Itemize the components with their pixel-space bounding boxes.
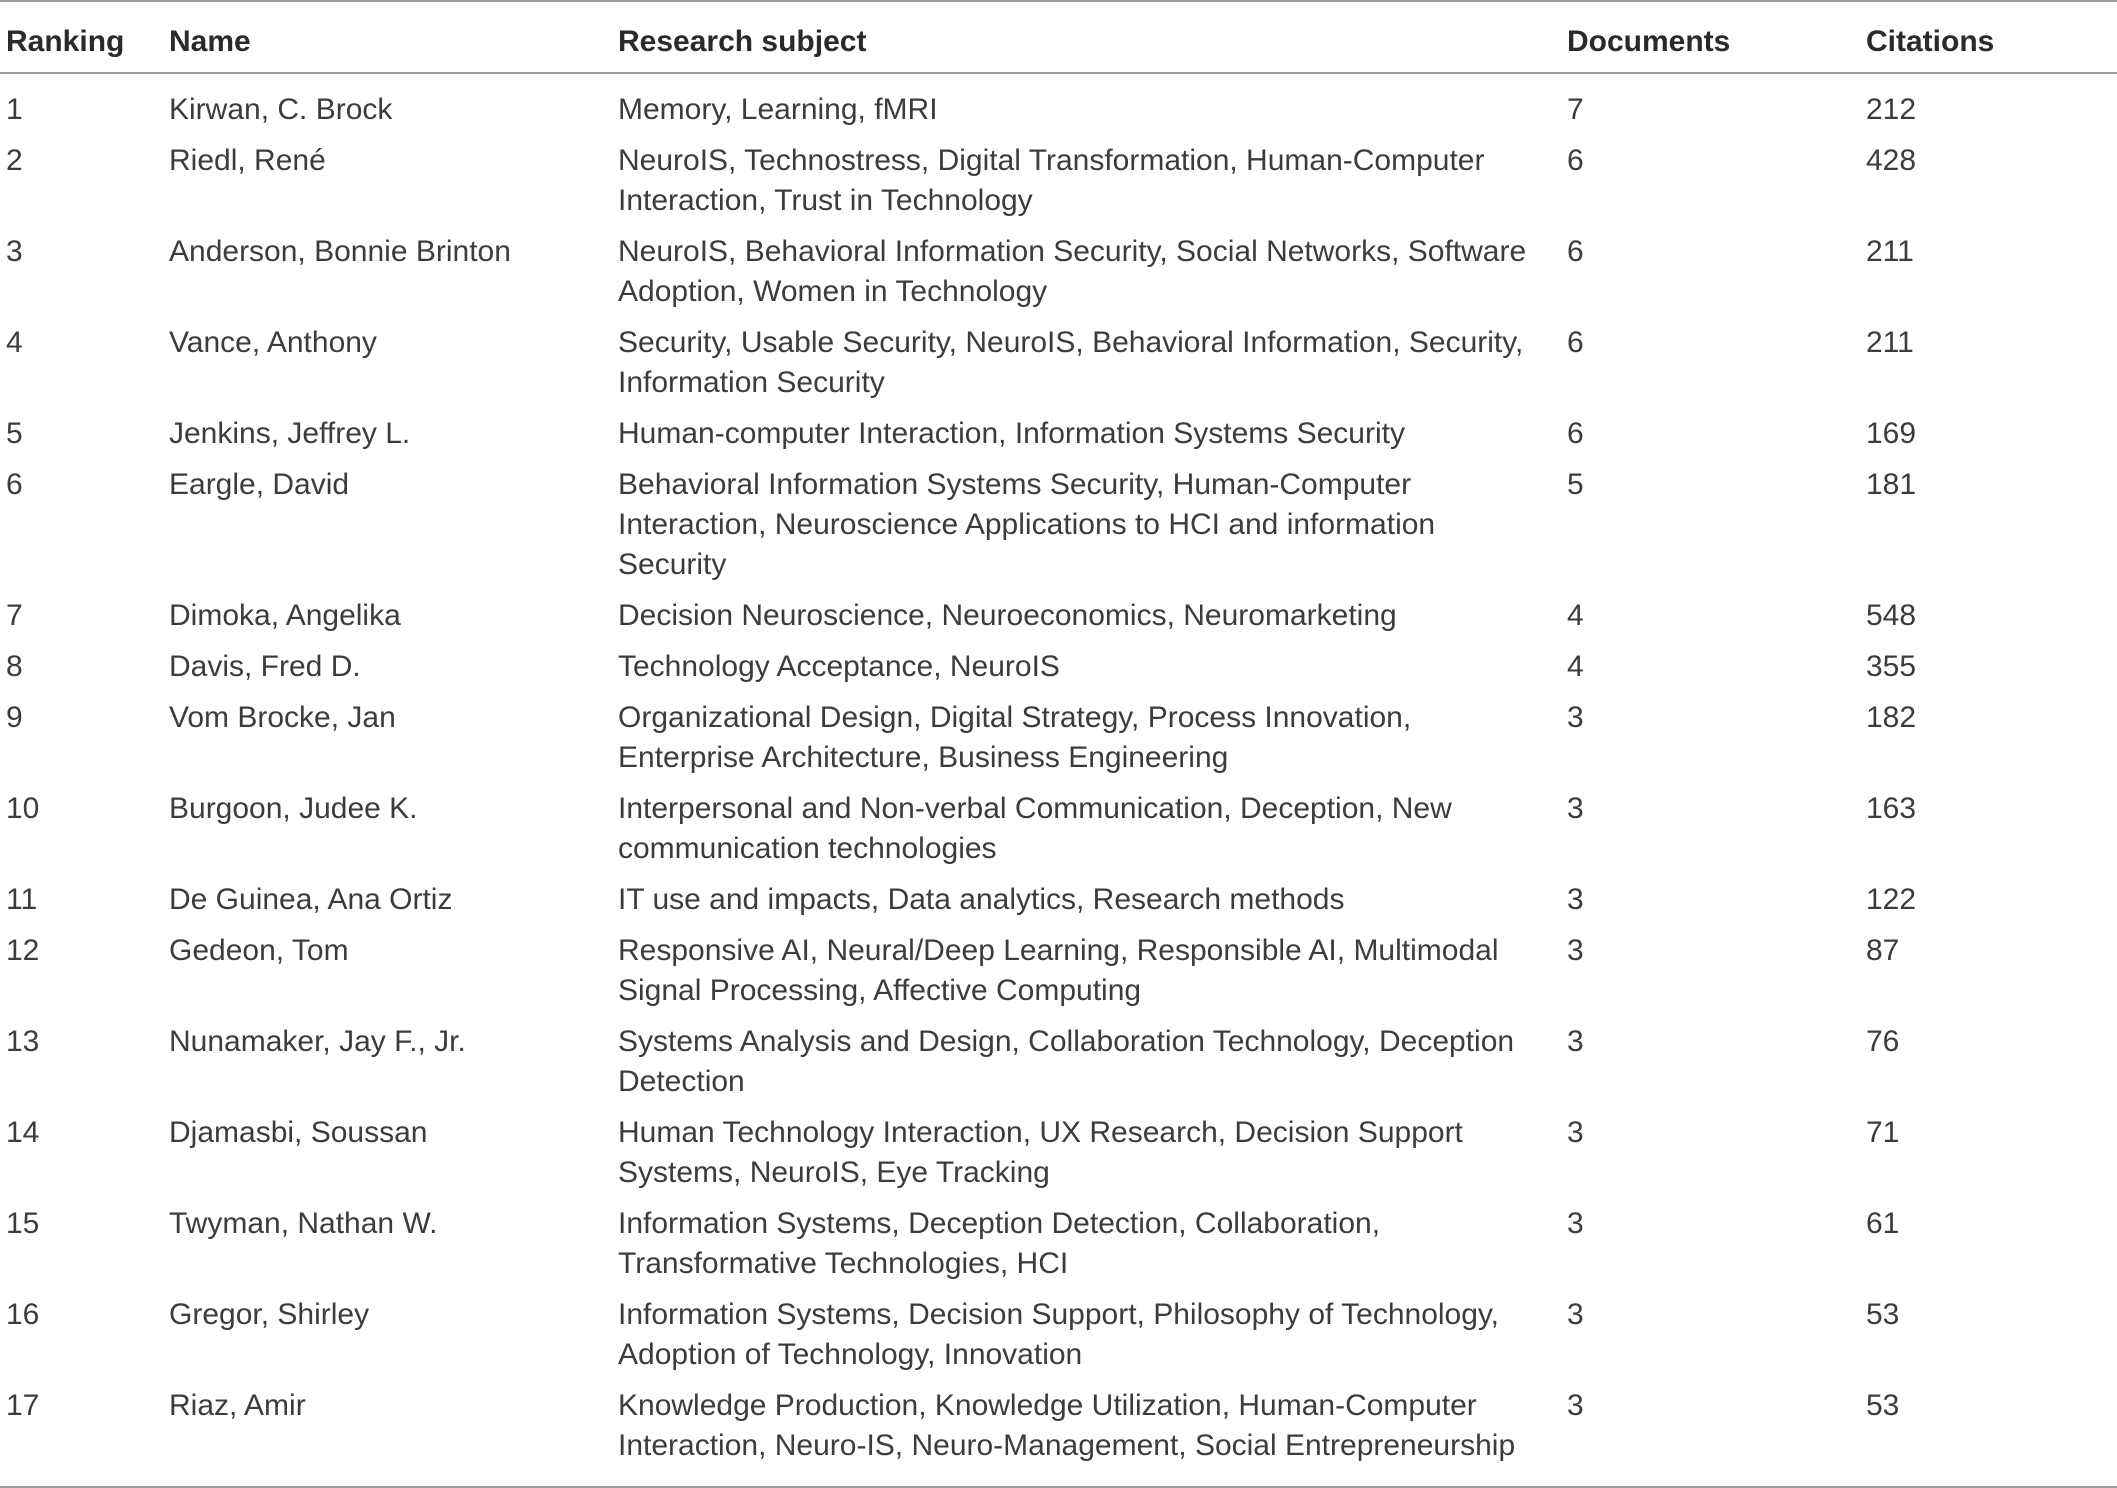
cell-ranking: 17	[6, 1389, 40, 1422]
cell-ranking: 9	[6, 701, 23, 734]
cell-documents: 5	[1567, 468, 1584, 501]
cell-name: Riedl, René	[169, 144, 326, 177]
header-name: Name	[169, 25, 251, 58]
cell-ranking: 13	[6, 1025, 40, 1058]
table-row	[0, 876, 2117, 927]
cell-ranking: 5	[6, 417, 23, 450]
table-row	[0, 228, 2117, 319]
cell-citations: 212	[1866, 93, 1917, 126]
table-row	[0, 927, 2117, 1018]
cell-research-subject: Behavioral Information Systems Security, Human-Computer Interaction, Neuroscience Applications to HCI and information Security	[618, 468, 1436, 581]
cell-documents: 6	[1567, 417, 1584, 450]
cell-name: Vance, Anthony	[169, 326, 377, 359]
cell-citations: 53	[1866, 1389, 1900, 1422]
cell-citations: 122	[1866, 883, 1917, 916]
cell-research-subject: Responsive AI, Neural/Deep Learning, Responsible AI, Multimodal Signal Processing, Affective Computing	[618, 934, 1499, 1007]
table-row	[0, 1109, 2117, 1200]
cell-research-subject: IT use and impacts, Data analytics, Research methods	[618, 883, 1345, 916]
cell-citations: 211	[1866, 326, 1914, 359]
cell-citations: 163	[1866, 792, 1917, 825]
cell-documents: 3	[1567, 792, 1584, 825]
cell-documents: 7	[1567, 93, 1584, 126]
cell-citations: 182	[1866, 701, 1917, 734]
table-row	[0, 73, 2117, 137]
table-row	[0, 410, 2117, 461]
cell-documents: 6	[1567, 235, 1584, 268]
table-row	[0, 137, 2117, 228]
cell-ranking: 4	[6, 326, 23, 359]
cell-citations: 355	[1866, 650, 1917, 683]
cell-name: Davis, Fred D.	[169, 650, 361, 683]
cell-citations: 169	[1866, 417, 1917, 450]
cell-citations: 76	[1866, 1025, 1900, 1058]
cell-research-subject: NeuroIS, Behavioral Information Security, Social Networks, Software Adoption, Women in Technology	[618, 235, 1527, 308]
table-row	[0, 1200, 2117, 1291]
cell-name: Burgoon, Judee K.	[169, 792, 418, 825]
table-row	[0, 694, 2117, 785]
cell-name: Twyman, Nathan W.	[169, 1207, 438, 1240]
header-row	[0, 1, 2117, 73]
cell-ranking: 7	[6, 599, 23, 632]
cell-citations: 87	[1866, 934, 1900, 967]
cell-documents: 6	[1567, 144, 1584, 177]
cell-documents: 3	[1567, 1025, 1584, 1058]
table-row	[0, 319, 2117, 410]
cell-research-subject: Human-computer Interaction, Information Systems Security	[618, 417, 1405, 450]
cell-citations: 71	[1866, 1116, 1900, 1149]
table-row	[0, 643, 2117, 694]
cell-documents: 3	[1567, 934, 1584, 967]
cell-research-subject: Memory, Learning, fMRI	[618, 93, 938, 126]
table-row	[0, 461, 2117, 592]
cell-name: Dimoka, Angelika	[169, 599, 401, 632]
cell-research-subject: Interpersonal and Non-verbal Communication, Deception, New communication technologies	[618, 792, 1452, 865]
cell-name: Kirwan, C. Brock	[169, 93, 393, 126]
table-row	[0, 592, 2117, 643]
cell-citations: 181	[1866, 468, 1917, 501]
cell-research-subject: Knowledge Production, Knowledge Utilization, Human-Computer Interaction, Neuro-IS, Neuro-Management, Social Entrepreneurship	[618, 1389, 1516, 1462]
cell-ranking: 6	[6, 468, 23, 501]
cell-citations: 548	[1866, 599, 1917, 632]
cell-citations: 53	[1866, 1298, 1900, 1331]
cell-documents: 3	[1567, 883, 1584, 916]
cell-name: Jenkins, Jeffrey L.	[169, 417, 411, 450]
cell-name: Eargle, David	[169, 468, 350, 501]
cell-research-subject: Decision Neuroscience, Neuroeconomics, Neuromarketing	[618, 599, 1397, 632]
cell-name: De Guinea, Ana Ortiz	[169, 883, 453, 916]
cell-citations: 211	[1866, 235, 1914, 268]
cell-ranking: 11	[6, 883, 38, 916]
table-header	[0, 1, 2117, 73]
cell-research-subject: Human Technology Interaction, UX Research, Decision Support Systems, NeuroIS, Eye Tracking	[618, 1116, 1463, 1189]
cell-name: Gregor, Shirley	[169, 1298, 370, 1331]
cell-ranking: 12	[6, 934, 40, 967]
cell-research-subject: NeuroIS, Technostress, Digital Transformation, Human-Computer Interaction, Trust in Technology	[618, 144, 1485, 217]
cell-ranking: 8	[6, 650, 23, 683]
cell-research-subject: Information Systems, Deception Detection, Collaboration, Transformative Technologies, HCI	[618, 1207, 1381, 1280]
cell-name: Anderson, Bonnie Brinton	[169, 235, 511, 268]
cell-name: Vom Brocke, Jan	[169, 701, 396, 734]
cell-documents: 3	[1567, 1389, 1584, 1422]
cell-citations: 61	[1866, 1207, 1900, 1240]
table-row	[0, 1382, 2117, 1487]
cell-name: Gedeon, Tom	[169, 934, 349, 967]
table-row	[0, 785, 2117, 876]
cell-research-subject: Security, Usable Security, NeuroIS, Behavioral Information, Security, Information Security	[618, 326, 1524, 399]
table-row	[0, 1291, 2117, 1382]
cell-documents: 4	[1567, 599, 1584, 632]
cell-research-subject: Organizational Design, Digital Strategy, Process Innovation, Enterprise Architecture, Business Engineering	[618, 701, 1412, 774]
header-ranking: Ranking	[6, 25, 125, 58]
cell-name: Riaz, Amir	[169, 1389, 306, 1422]
cell-ranking: 10	[6, 792, 40, 825]
cell-ranking: 3	[6, 235, 23, 268]
header-documents: Documents	[1567, 25, 1731, 58]
cell-documents: 3	[1567, 1207, 1584, 1240]
cell-documents: 6	[1567, 326, 1584, 359]
cell-documents: 3	[1567, 701, 1584, 734]
cell-ranking: 14	[6, 1116, 40, 1149]
table-row	[0, 1018, 2117, 1109]
cell-ranking: 16	[6, 1298, 40, 1331]
cell-citations: 428	[1866, 144, 1917, 177]
cell-research-subject: Technology Acceptance, NeuroIS	[618, 650, 1060, 683]
table-body	[0, 73, 2117, 1487]
cell-name: Nunamaker, Jay F., Jr.	[169, 1025, 466, 1058]
cell-research-subject: Information Systems, Decision Support, Philosophy of Technology, Adoption of Technology, Innovation	[618, 1298, 1500, 1371]
header-research-subject: Research subject	[618, 25, 867, 58]
header-citations: Citations	[1866, 25, 1995, 58]
cell-documents: 3	[1567, 1298, 1584, 1331]
cell-documents: 3	[1567, 1116, 1584, 1149]
cell-research-subject: Systems Analysis and Design, Collaboration Technology, Deception Detection	[618, 1025, 1515, 1098]
cell-documents: 4	[1567, 650, 1584, 683]
cell-ranking: 15	[6, 1207, 40, 1240]
cell-name: Djamasbi, Soussan	[169, 1116, 428, 1149]
cell-ranking: 2	[6, 144, 23, 177]
cell-ranking: 1	[6, 93, 23, 126]
